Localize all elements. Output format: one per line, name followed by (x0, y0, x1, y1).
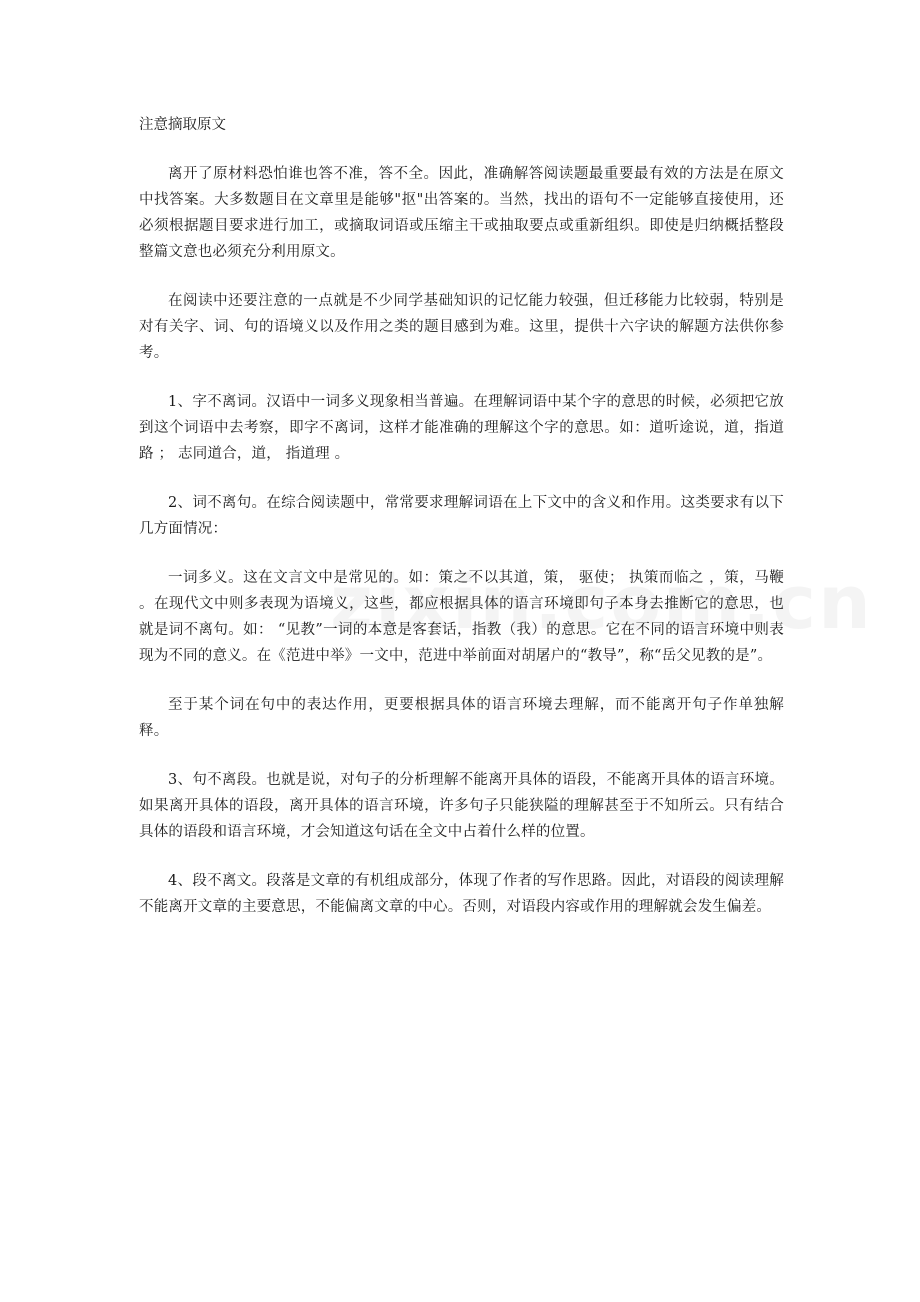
paragraph-rule-3: 3、句不离段。也就是说，对句子的分析理解不能离开具体的语段，不能离开具体的语言环境。如果离开具体的语段，离开具体的语言环境，许多句子只能狭隘的理解甚至于不知所云。只有结合具体的语段和语言环境，才会知道这句话在全文中占着什么样的位置。 (139, 772, 784, 840)
paragraph-polysemy: 一词多义。这在文言文中是常见的。如：策之不以其道，策， 驱使； 执策而临之 ，策，马鞭 。在现代文中则多表现为语境义，这些，都应根据具体的语言环境即句子本身去推断它的意思，也就是词不离句。如： “见教”一词的本意是客套话，指教（我）的意思。它在不同的语言环境中则表现为不同的意义。在《范进中举》一文中，范进中举前面对胡屠户的“教导”，称“岳父见教的是”。 (139, 570, 784, 664)
paragraph-intro: 离开了原材料恐怕谁也答不准，答不全。因此，准确解答阅读题最重要最有效的方法是在原文中找答案。大多数题目在文章里是能够"抠"出答案的。当然，找出的语句不一定能够直接使用，还必须根据题目要求进行加工，或摘取词语或压缩主干或抽取要点或重新组织。即使是归纳概括整段整篇文意也必须充分利用原文。 (139, 166, 784, 260)
document-title: 注意摘取原文 (139, 117, 226, 133)
paragraph-method: 在阅读中还要注意的一点就是不少同学基础知识的记忆能力较强，但迁移能力比较弱，特别是对有关字、词、句的语境义以及作用之类的题目感到为难。这里，提供十六字诀的解题方法供你参考。 (139, 293, 784, 361)
paragraph-rule-1: 1、字不离词。汉语中一词多义现象相当普遍。在理解词语中某个字的意思的时候，必须把它放到这个词语中去考察，即字不离词，这样才能准确的理解这个字的意思。如：道听途说，道，指道路 ； 志同道合，道， 指道理 。 (139, 394, 784, 462)
paragraph-rule-4: 4、段不离文。段落是文章的有机组成部分，体现了作者的写作思路。因此，对语段的阅读理解不能离开文章的主要意思，不能偏离文章的中心。否则，对语段内容或作用的理解就会发生偏差。 (139, 873, 784, 915)
paragraph-expression: 至于某个词在句中的表达作用，更要根据具体的语言环境去理解，而不能离开句子作单独解释。 (139, 697, 784, 739)
paragraph-rule-2: 2、词不离句。在综合阅读题中，常常要求理解词语在上下文中的含义和作用。这类要求有以下几方面情况： (139, 495, 784, 537)
document-body (139, 112, 784, 943)
